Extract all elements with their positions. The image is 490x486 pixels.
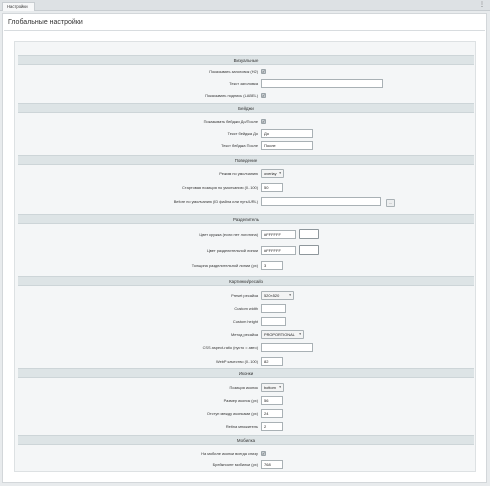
chevron-down-icon: ▾	[279, 171, 281, 175]
row-badge-after	[18, 140, 474, 151]
row-custom-height	[18, 316, 474, 327]
row-show-badges	[18, 116, 474, 127]
tab-bar	[0, 0, 490, 11]
row-icons-size	[18, 395, 474, 406]
section-icons-header: Иконки	[18, 368, 474, 378]
default-mode-value: overlay	[264, 171, 277, 176]
row-show-heading	[18, 66, 474, 77]
line-width-label: Толщина разделительной линии (px)	[191, 263, 258, 268]
show-caption-label: Показывать подпись (LABEL)	[205, 93, 258, 98]
aspect-ratio-label: CSS aspect-ratio (пусто = авто)	[202, 345, 258, 350]
resize-method-value: PROPORTIONAL	[264, 332, 295, 337]
mobile-breakpoint-label: Брейкпоинт мобилки (px)	[212, 462, 258, 467]
badge-after-input[interactable]: После	[261, 141, 313, 150]
page-title: Глобальные настройки	[8, 19, 83, 26]
mobile-icons-bottom-checkbox[interactable]: ✓	[262, 451, 266, 456]
row-mobile-icons-bottom	[18, 448, 474, 459]
icons-position-value: bottom	[264, 385, 276, 390]
icons-gap-label: Отступ между иконками (px)	[206, 411, 258, 416]
chevron-down-icon: ▾	[299, 332, 301, 336]
mobile-breakpoint-input[interactable]: 768	[261, 460, 283, 469]
section-visual-header: Визуальные	[18, 55, 474, 65]
show-caption-checkbox[interactable]: ✓	[262, 93, 266, 98]
row-resize-preset	[18, 290, 474, 301]
more-vertical-icon[interactable]: ⋮	[479, 2, 485, 8]
row-circle-color	[18, 229, 474, 240]
start-position-label: Стартовая позиция по умолчанию (0..100)	[182, 185, 258, 190]
row-start-position	[18, 182, 474, 193]
title-divider	[4, 30, 485, 31]
row-aspect-ratio	[18, 342, 474, 353]
show-badges-label: Показывать бейджи До/После	[203, 119, 258, 124]
chevron-down-icon: ▾	[279, 385, 281, 389]
row-webp-quality	[18, 356, 474, 367]
browse-file-button[interactable]: ...	[386, 199, 395, 207]
custom-height-label: Custom height	[232, 319, 258, 324]
circle-color-swatch[interactable]	[299, 229, 319, 239]
settings-page	[2, 13, 487, 483]
start-position-input[interactable]: 50	[261, 183, 283, 192]
row-icons-position	[18, 382, 474, 393]
row-before-default	[18, 196, 474, 207]
webp-quality-label: WebP качество (0..100)	[216, 359, 258, 364]
retina-multiplier-label: Retina множитель	[225, 424, 258, 429]
icons-gap-input[interactable]: 24	[261, 409, 283, 418]
mobile-icons-bottom-label: На мобиле иконки всегда снизу	[201, 451, 258, 456]
row-line-color	[18, 245, 474, 256]
circle-color-input[interactable]: #FFFFFF	[261, 230, 296, 239]
resize-preset-select[interactable]	[261, 291, 294, 300]
line-color-swatch[interactable]	[299, 245, 319, 255]
row-heading-text	[18, 78, 474, 89]
resize-preset-label: Preset ресайза	[231, 293, 258, 298]
webp-quality-input[interactable]: 82	[261, 357, 283, 366]
before-default-input[interactable]	[261, 197, 381, 206]
line-color-input[interactable]: #FFFFFF	[261, 246, 296, 255]
before-default-label: Before по умолчанию (ID файла или путь/URL)	[173, 199, 258, 204]
row-resize-method	[18, 329, 474, 340]
row-line-width	[18, 260, 474, 271]
icons-position-label: Позиция иконок	[229, 385, 258, 390]
row-custom-width	[18, 303, 474, 314]
retina-multiplier-input[interactable]: 2	[261, 422, 283, 431]
row-mobile-breakpoint	[18, 459, 474, 470]
heading-text-label: Текст заголовка	[229, 81, 258, 86]
row-badge-before	[18, 128, 474, 139]
row-show-caption	[18, 90, 474, 101]
show-badges-checkbox[interactable]: ✓	[262, 119, 266, 124]
section-behavior-header: Поведение	[18, 155, 474, 165]
section-images-header: Картинки/ресайз	[18, 276, 474, 286]
resize-method-label: Метод ресайза	[230, 332, 258, 337]
line-color-label: Цвет разделительной линии	[206, 248, 258, 253]
aspect-ratio-input[interactable]	[261, 343, 313, 352]
custom-width-label: Custom width	[234, 306, 258, 311]
section-mobile-header: Мобилка	[18, 435, 474, 445]
settings-form	[14, 41, 476, 472]
default-mode-label: Режим по умолчанию	[219, 171, 258, 176]
line-width-input[interactable]: 3	[261, 261, 283, 270]
resize-preset-value: 520×520	[264, 293, 280, 298]
show-heading-label: Показывать заголовок (H2)	[209, 69, 258, 74]
row-retina-multiplier	[18, 421, 474, 432]
heading-text-input[interactable]	[261, 79, 383, 88]
row-default-mode	[18, 168, 474, 179]
show-heading-checkbox[interactable]: ✓	[262, 69, 266, 74]
badge-before-input[interactable]: До	[261, 129, 313, 138]
custom-width-input[interactable]	[261, 304, 286, 313]
section-badges-header: Бейджи	[18, 103, 474, 113]
icons-size-label: Размер иконок (px)	[223, 398, 258, 403]
resize-method-select[interactable]	[261, 330, 304, 339]
icons-size-input[interactable]: 56	[261, 396, 283, 405]
circle-color-label: Цвет кружка (если нет логотипа)	[199, 232, 258, 237]
badge-after-label: Текст бейджа После	[221, 143, 258, 148]
row-icons-gap	[18, 408, 474, 419]
icons-position-select[interactable]	[261, 383, 284, 392]
chevron-down-icon: ▾	[289, 293, 291, 297]
tab-settings[interactable]: Настройки	[2, 2, 35, 11]
badge-before-label: Текст бейджа До	[227, 131, 258, 136]
default-mode-select[interactable]	[261, 169, 284, 178]
custom-height-input[interactable]	[261, 317, 286, 326]
section-divider-header: Разделитель	[18, 214, 474, 224]
